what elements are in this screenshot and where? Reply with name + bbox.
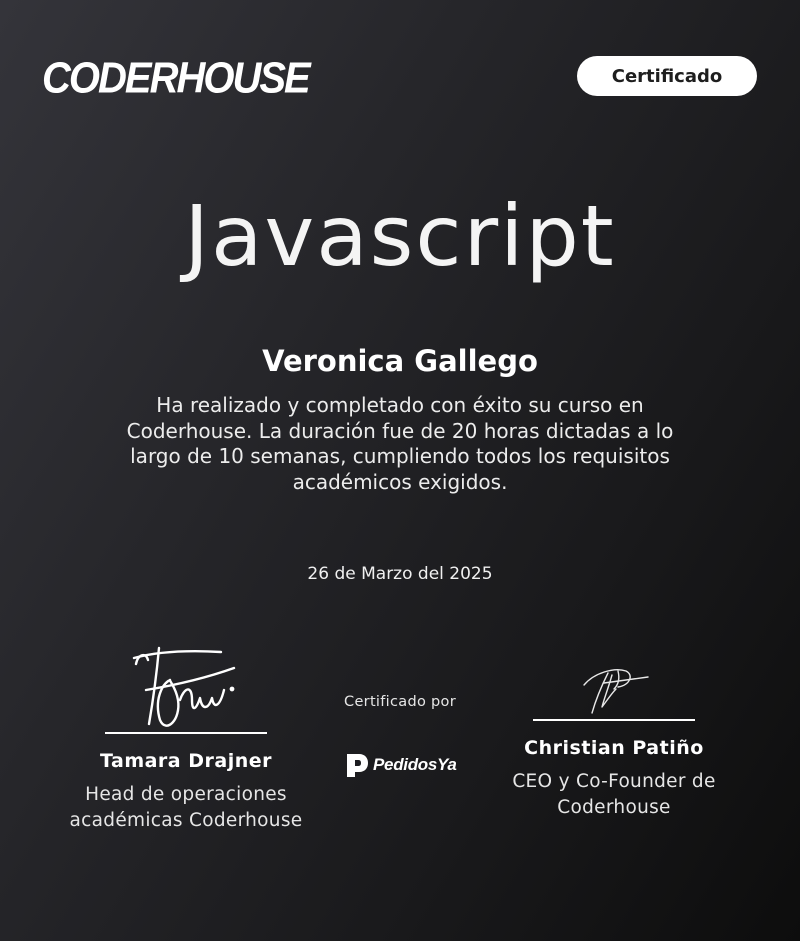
signature-right-icon bbox=[574, 655, 654, 719]
coderhouse-logo: CODERHOUSE bbox=[42, 54, 309, 103]
partner-logo bbox=[344, 752, 464, 778]
partner-name: PedidosYa bbox=[373, 755, 457, 774]
issue-date: 26 de Marzo del 2025 bbox=[307, 564, 493, 584]
signature-left-icon bbox=[126, 640, 246, 732]
signer-name-right: Christian Patiño bbox=[524, 737, 704, 759]
signature-line-right bbox=[533, 719, 695, 721]
signer-role-left: Head de operaciones académicas Coderhouse bbox=[69, 784, 303, 831]
student-name: Veronica Gallego bbox=[262, 344, 538, 378]
signer-name-left: Tamara Drajner bbox=[99, 750, 273, 772]
certificate-description: Ha realizado y completado con éxito su curso en Coderhouse. La duración fue de 20 horas dictadas a lo largo de 10 semanas, cumpliendo todos los requisitos académicos exigidos. bbox=[126, 393, 674, 494]
signature-line-left bbox=[105, 732, 267, 734]
signer-left bbox=[66, 640, 306, 833]
pedidosya-logo-icon bbox=[344, 752, 370, 778]
certified-by-label: Certificado por bbox=[344, 694, 456, 710]
course-title: Javascript bbox=[184, 187, 616, 285]
certificate-badge: Certificado bbox=[577, 56, 757, 96]
signer-role-right: CEO y Co-Founder de Coderhouse bbox=[512, 771, 716, 818]
signer-right bbox=[494, 655, 734, 820]
